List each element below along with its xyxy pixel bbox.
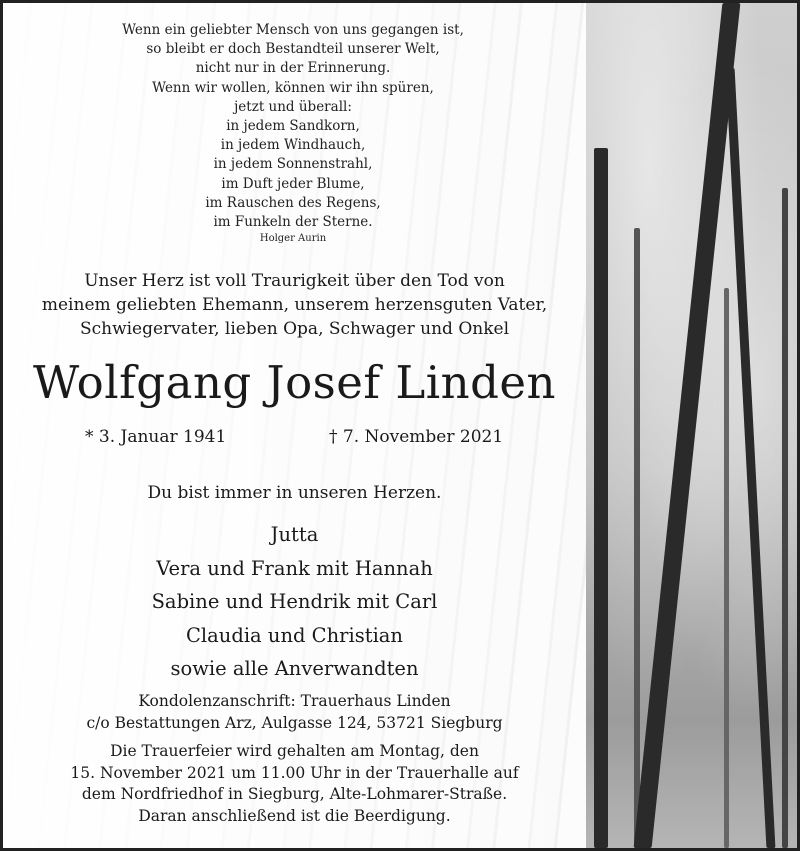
service-line: Daran anschließend ist die Beerdigung.: [138, 806, 451, 825]
family-member: Sabine und Hendrik mit Carl: [151, 590, 438, 613]
condolence-line: c/o Bestattungen Arz, Aulgasse 124, 53721 Siegburg: [86, 713, 503, 732]
poem-line: nicht nur in der Erinnerung.: [195, 60, 391, 77]
poem-line: Wenn wir wollen, können wir ihn spüren,: [152, 79, 434, 96]
poem-line: so bleibt er doch Bestandteil unserer Welt,: [146, 41, 440, 58]
funeral-service-info: [3, 741, 586, 827]
intro-line: Unser Herz ist voll Traurigkeit über den Tod von: [84, 271, 505, 291]
poem-line: im Funkeln der Sterne.: [213, 214, 373, 231]
poem-line: im Rauschen des Regens,: [205, 194, 381, 211]
motto: Du bist immer in unseren Herzen.: [147, 483, 442, 503]
condolence-address: [3, 691, 586, 734]
death-date: † 7. November 2021: [329, 427, 504, 447]
family-member: Vera und Frank mit Hannah: [156, 556, 433, 580]
service-line: 15. November 2021 um 11.00 Uhr in der Trauerhalle auf: [70, 763, 519, 782]
service-line: dem Nordfriedhof in Siegburg, Alte-Lohmarer-Straße.: [81, 785, 508, 803]
poem-line: in jedem Sonnenstrahl,: [213, 156, 373, 173]
forest-photo: [586, 3, 797, 848]
family-member: Claudia und Christian: [186, 623, 403, 647]
tree-trunk: [594, 148, 608, 848]
intro-line: meinem geliebten Ehemann, unserem herzensguten Vater,: [41, 295, 548, 315]
poem-line: in jedem Windhauch,: [220, 137, 366, 154]
poem: [93, 21, 493, 246]
obituary-text: [3, 3, 586, 848]
intro-line: Schwiegervater, lieben Opa, Schwager und Onkel: [79, 319, 510, 339]
family-list: [3, 518, 586, 686]
tree-trunk: [634, 228, 640, 848]
birth-date: * 3. Januar 1941: [85, 427, 227, 447]
service-line: Die Trauerfeier wird gehalten am Montag, den: [110, 742, 479, 760]
poem-author: Holger Aurin: [259, 233, 327, 245]
tree-trunk: [726, 68, 776, 848]
family-member: Jutta: [270, 523, 319, 546]
condolence-line: Kondolenzanschrift: Trauerhaus Linden: [138, 692, 451, 710]
poem-line: im Duft jeder Blume,: [221, 175, 365, 192]
deceased-name: Wolfgang Josef Linden: [32, 356, 557, 409]
poem-line: in jedem Sandkorn,: [226, 118, 360, 135]
poem-line: jetzt und überall:: [234, 98, 352, 115]
intro-text: [13, 269, 576, 341]
tree-trunk: [782, 188, 788, 848]
poem-line: Wenn ein geliebter Mensch von uns gegangen ist,: [122, 22, 464, 38]
family-member: sowie alle Anverwandten: [170, 657, 419, 680]
tree-trunk: [724, 288, 729, 848]
